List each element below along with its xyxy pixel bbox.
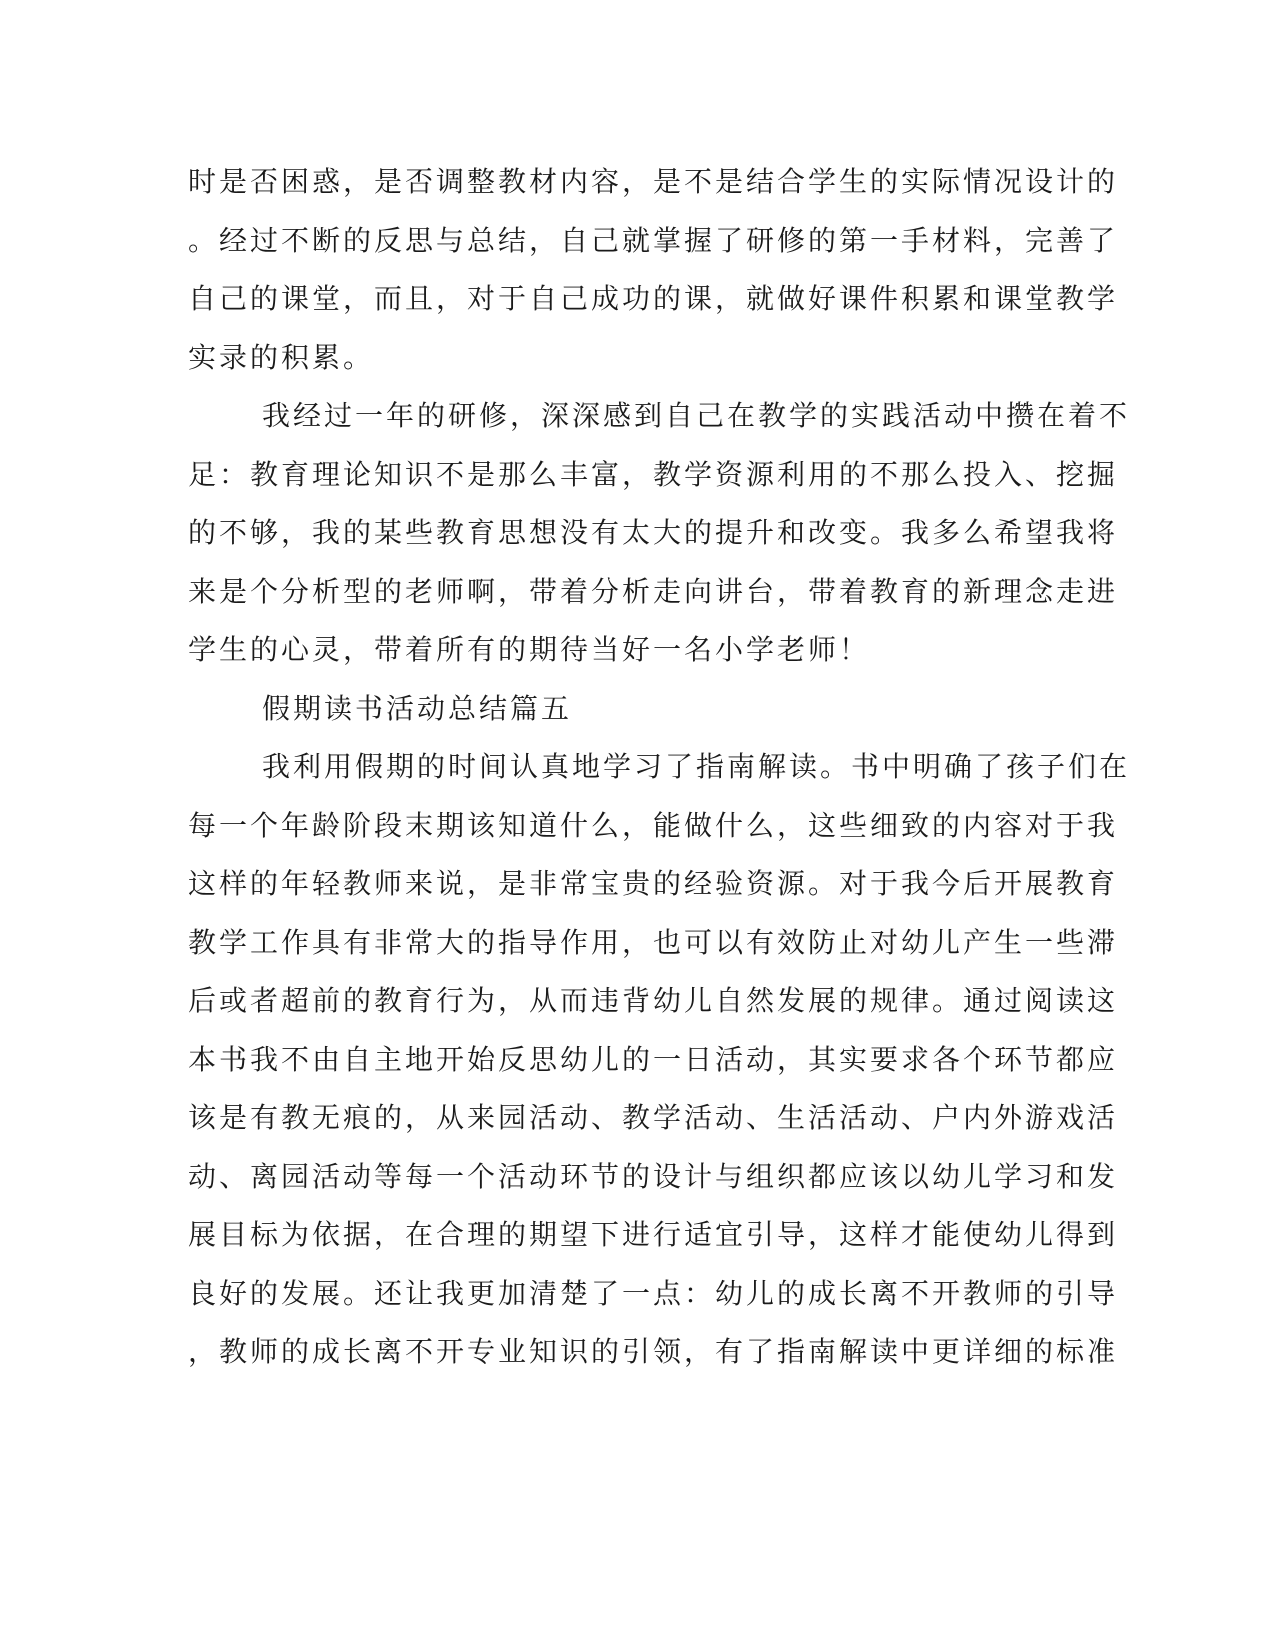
text-line: 自己的课堂，而且，对于自己成功的课，就做好课件积累和课堂教学 (188, 282, 1119, 315)
section-heading: 假期读书活动总结篇五 (262, 692, 573, 725)
text-line: 足：教育理论知识不是那么丰富，教学资源利用的不那么投入、挖掘 (188, 458, 1119, 491)
text-line: 展目标为依据，在合理的期望下进行适宜引导，这样才能使幼儿得到 (188, 1218, 1119, 1251)
text-line: 动、离园活动等每一个活动环节的设计与组织都应该以幼儿学习和发 (188, 1160, 1119, 1193)
text-line: 学生的心灵，带着所有的期待当好一名小学老师！ (188, 633, 871, 666)
text-line: 。经过不断的反思与总结，自己就掌握了研修的第一手材料，完善了 (188, 224, 1119, 257)
text-line: 该是有教无痕的，从来园活动、教学活动、生活活动、户内外游戏活 (188, 1101, 1119, 1134)
text-line: 我经过一年的研修，深深感到自己在教学的实践活动中攒在着不 (262, 399, 1131, 432)
text-line: 来是个分析型的老师啊，带着分析走向讲台，带着教育的新理念走进 (188, 575, 1119, 608)
text-line: 时是否困惑，是否调整教材内容，是不是结合学生的实际情况设计的 (188, 165, 1119, 198)
text-line: 我利用假期的时间认真地学习了指南解读。书中明确了孩子们在 (262, 750, 1131, 783)
text-line: 的不够，我的某些教育思想没有太大的提升和改变。我多么希望我将 (188, 516, 1119, 549)
text-line: ，教师的成长离不开专业知识的引领，有了指南解读中更详细的标准 (188, 1335, 1119, 1368)
text-line: 后或者超前的教育行为，从而违背幼儿自然发展的规律。通过阅读这 (188, 984, 1119, 1017)
text-line: 良好的发展。还让我更加清楚了一点：幼儿的成长离不开教师的引导 (188, 1277, 1119, 1310)
text-line: 实录的积累。 (188, 341, 375, 374)
text-line: 这样的年轻教师来说，是非常宝贵的经验资源。对于我今后开展教育 (188, 867, 1119, 900)
text-line: 教学工作具有非常大的指导作用，也可以有效防止对幼儿产生一些滞 (188, 926, 1119, 959)
text-line: 本书我不由自主地开始反思幼儿的一日活动，其实要求各个环节都应 (188, 1043, 1119, 1076)
text-line: 每一个年龄阶段末期该知道什么，能做什么，这些细致的内容对于我 (188, 809, 1119, 842)
